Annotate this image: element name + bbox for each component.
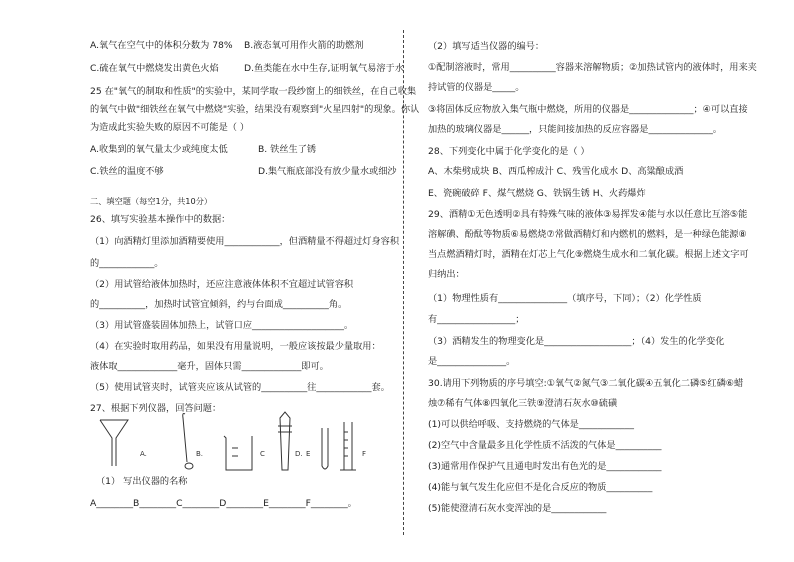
section-title: 二、填空题（每空1分，共10分） <box>90 196 213 206</box>
q27-answers: A________B________C________D________E________F________。 <box>90 498 357 509</box>
q29-line-5: （1）物理性质有_______________（填序号，下同）；（2）化学性质 <box>428 293 702 304</box>
q27-sub-1: （1） 写出仪器的名称 <box>96 476 188 487</box>
apparatus-label-d: D. <box>295 450 303 458</box>
q30-item-4: (4)能与氧气发生化应但不是化合反应的物质__________ <box>428 482 653 493</box>
q27-part2-line-4: 加热的玻璃仪器是______，只能间接加热的反应容器是______________。 <box>428 124 722 135</box>
q29-line-3: 当点燃酒精灯时，酒精在灯芯上气化⑨燃烧生成水和二氧化碳。根据上述文字可 <box>428 249 749 260</box>
q26-s2-line-a: （2）用试管给液体加热时，还应注意液体体积不宜超过试管容积 <box>90 279 354 290</box>
beaker-icon <box>224 436 252 470</box>
q27-title: 27、根据下列仪器，回答问题： <box>90 403 222 414</box>
q26-s2-line-b: 的__________，加热时试管宜倾斜，约与台面成__________角。 <box>90 299 348 310</box>
q30-item-1: (1)可以供给呼吸、支持燃烧的气体是____________ <box>428 419 634 430</box>
q29-line-8: 是_______________。 <box>428 356 516 367</box>
apparatus-label-e: E <box>306 450 311 458</box>
q26-s5: （5）使用试管夹时，试管夹应该从试管的__________往____________套。 <box>90 382 390 393</box>
q26-s1-line-b: 的____________。 <box>90 258 164 269</box>
q24-option-d: D.鱼类能在水中生存,证明氧气易溶于水 <box>244 63 404 74</box>
funnel-icon <box>100 420 128 466</box>
column-divider <box>403 30 404 535</box>
q29-line-2: 溶解碘、酚酞等物质⑥易燃烧⑦常做酒精灯和内燃机的燃料，是一种绿色能源⑧ <box>428 229 747 240</box>
right-column <box>410 0 794 562</box>
spoon-icon <box>183 414 193 470</box>
q26-s1-line-a: （1）向酒精灯里添加酒精要使用____________，但酒精量不得超过灯身容积 <box>90 236 400 247</box>
q26-title: 26、填写实验基本操作中的数据： <box>90 214 231 225</box>
q30-line-2: 烛⑦稀有气体⑧四氧化三铁⑨澄清石灰水⑩硫磺 <box>428 398 618 409</box>
q25-line-3: 为造成此实验失败的原因不可能是（ ） <box>90 122 250 133</box>
q24-option-c: C.硫在氧气中燃烧发出黄色火焰 <box>90 63 219 74</box>
q29-line-6: 有_________________； <box>428 314 525 325</box>
q27-part2-line-1: ①配制溶液时，常用__________容器来溶解物质；②加热试管内的液体时，用来夹 <box>428 62 757 73</box>
test-tube-clamp-icon <box>278 412 292 470</box>
apparatus-label-b: B. <box>196 450 204 458</box>
q30-item-3: (3)通常用作保护气且通电时发出有色光的是____________ <box>428 461 662 472</box>
graduated-cylinder-icon <box>340 422 356 470</box>
q27-part2-line-3: ③将固体反应物放入集气瓶中燃烧，所用的仪器是______________；④可以直接 <box>428 104 748 115</box>
q29-line-4: 归纳出： <box>428 269 465 280</box>
q28-options-line-1: A、木柴劈成块 B、西瓜榨成汁 C、残雪化成水 D、高粱酿成酒 <box>428 166 684 177</box>
q28-title: 28、下列变化中属于化学变化的是（ ） <box>428 146 590 157</box>
q25-option-d: D.集气瓶底部没有放少量水或细沙 <box>258 166 397 177</box>
test-tube-icon <box>322 428 328 469</box>
q26-s4-line-b: 液体取_____________毫升，固体只需_____________即可。 <box>90 361 329 372</box>
q25-option-b: B. 铁丝生了锈 <box>258 144 317 155</box>
q25-option-a: A.收集到的氧气量太少或纯度太低 <box>90 144 228 155</box>
q25-line-1: 25 在"氧气的制取和性质"的实验中，某同学取一段纱窗上的细铁丝，在自己收集 <box>90 86 417 97</box>
q29-line-1: 29、酒精①无色透明②具有特殊气味的液体③易挥发④能与水以任意比互溶⑤能 <box>428 209 748 220</box>
q29-line-7: （3）酒精发生的物理变化是___________________；（4）发生的化学变化 <box>428 336 725 347</box>
q26-s4-line-a: （4）在实验时取用药品，如果没有用量说明，一般应该按最少量取用： <box>90 341 381 352</box>
q26-s3: （3）用试管盛装固体加热上，试管口应____________________。 <box>90 320 354 331</box>
apparatus-label-f: F <box>362 450 367 458</box>
q24-option-b: B.液态氧可用作火箭的助燃剂 <box>244 40 364 51</box>
q28-options-line-2: E、瓷碗破碎 F、煤气燃烧 G、铁锅生锈 H、火药爆炸 <box>428 188 646 199</box>
q25-line-2: 的氧气中做"细铁丝在氧气中燃烧"实验，结果没有观察到"火星四射"的现象。你认 <box>90 104 420 115</box>
apparatus-figure <box>82 408 382 478</box>
q27-part2-title: （2）填写适当仪器的编号： <box>428 41 545 52</box>
q30-item-5: (5)能使澄清石灰水变浑浊的是____________ <box>428 503 607 514</box>
q30-line-1: 30.请用下列物质的序号填空:①氧气②氮气③二氧化碳④五氧化二磷⑤红磷⑥蜡 <box>428 378 744 389</box>
q27-part2-line-2: 持试管的仪器是_____。 <box>428 82 525 93</box>
apparatus-label-a: A. <box>140 450 147 458</box>
q25-option-c: C.铁丝的温度不够 <box>90 166 164 177</box>
q24-option-a: A.氧气在空气中的体积分数为 78% <box>90 40 233 51</box>
q30-item-2: (2)空气中含量最多且化学性质不活泼的气体是__________ <box>428 440 662 451</box>
apparatus-label-c: C <box>260 450 265 458</box>
